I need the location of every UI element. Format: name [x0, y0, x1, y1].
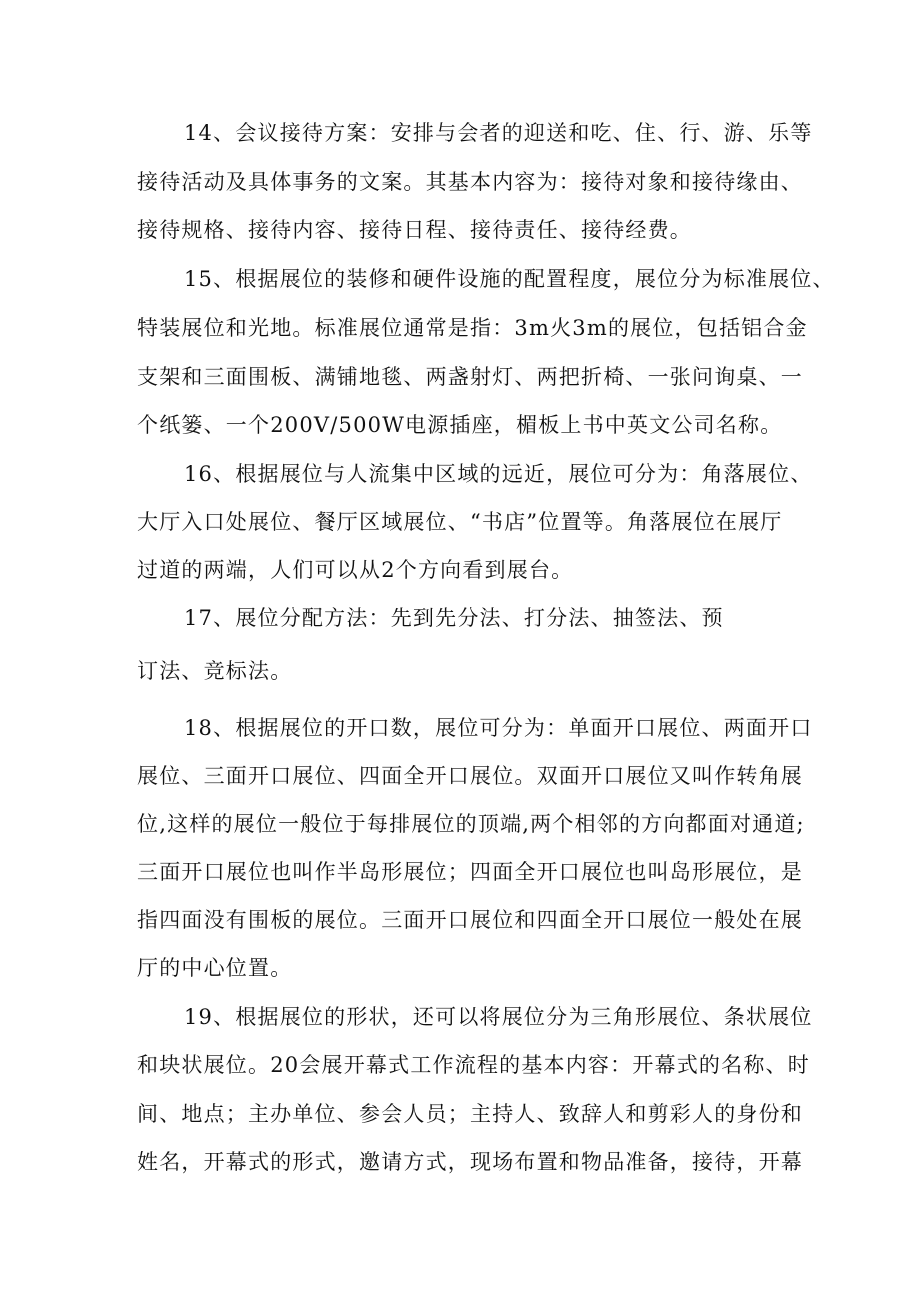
text-line: 间、地点；主办单位、参会人员；主持人、致辞人和剪彩人的身份和: [137, 1102, 803, 1126]
text-line: 16、根据展位与人流集中区域的远近，展位可分为：角落展位、: [184, 462, 813, 486]
text-line: 指四面没有围板的展位。三面开口展位和四面全开口展位一般处在展: [137, 908, 803, 932]
text-line: 19、根据展位的形状，还可以将展位分为三角形展位、条状展位: [184, 1005, 813, 1029]
text-line: 大厅入口处展位、餐厅区域展位、“书店”位置等。角落展位在展厅: [137, 510, 783, 534]
text-line: 特装展位和光地。标准展位通常是指：3m火3m的展位，包括铝合金: [137, 316, 808, 340]
text-line: 厅的中心位置。: [137, 956, 293, 980]
text-line: 订法、竞标法。: [137, 659, 293, 683]
text-line: 接待规格、接待内容、接待日程、接待责任、接待经费。: [137, 218, 692, 242]
text-line: 展位、三面开口展位、四面全开口展位。双面开口展位又叫作转角展: [137, 764, 803, 788]
text-line: 17、展位分配方法：先到先分法、打分法、抽签法、预: [184, 606, 724, 630]
text-line: 14、会议接待方案：安排与会者的迎送和吃、住、行、游、乐等: [184, 121, 813, 145]
text-line: 个纸篓、一个200V/500W电源插座，楣板上书中英文公司名称。: [137, 413, 783, 437]
text-line: 过道的两端，人们可以从2个方向看到展台。: [137, 558, 574, 582]
text-line: 接待活动及具体事务的文案。其基本内容为：接待对象和接待缘由、: [137, 170, 803, 194]
text-line: 位,这样的展位一般位于每排展位的顶端,两个相邻的方向都面对通道;: [137, 812, 805, 836]
text-line: 三面开口展位也叫作半岛形展位；四面全开口展位也叫岛形展位，是: [137, 860, 803, 884]
text-line: 18、根据展位的开口数，展位可分为：单面开口展位、两面开口: [184, 716, 813, 740]
text-line: 和块状展位。20会展开幕式工作流程的基本内容：开幕式的名称、时: [137, 1053, 810, 1077]
text-line: 15、根据展位的装修和硬件设施的配置程度，展位分为标准展位、: [184, 267, 835, 291]
text-line: 支架和三面围板、满铺地毯、两盏射灯、两把折椅、一张问询桌、一: [137, 365, 803, 389]
text-line: 姓名，开幕式的形式，邀请方式，现场布置和物品准备，接待，开幕: [137, 1150, 803, 1174]
